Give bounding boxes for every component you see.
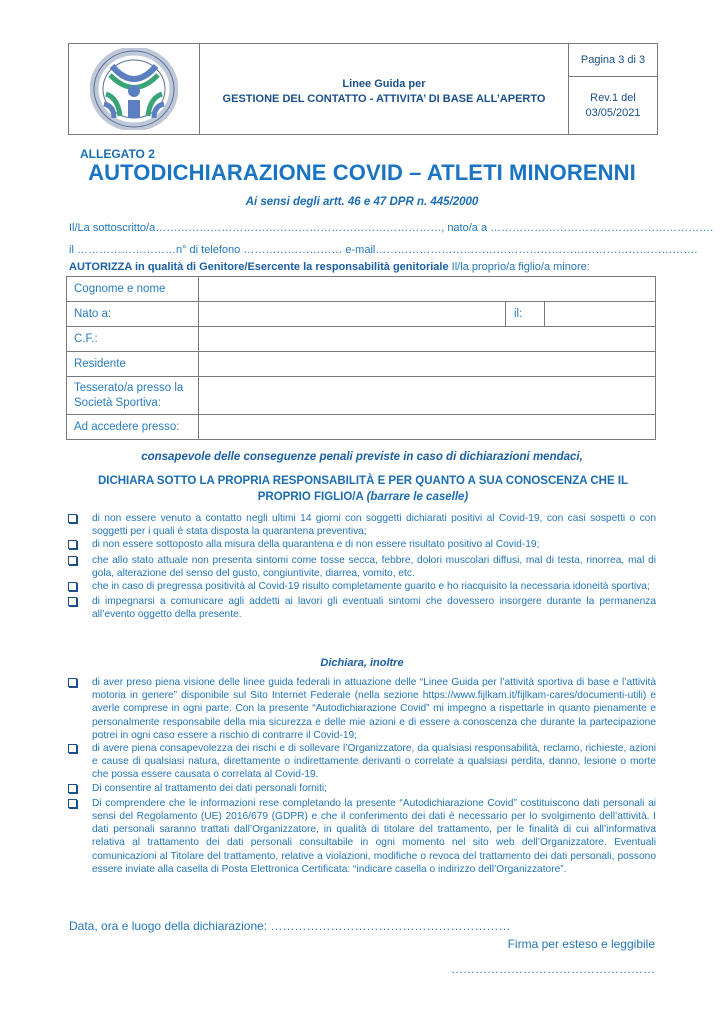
tax-code-field[interactable] [199,327,656,352]
revision-date: 03/05/2021 [585,106,641,119]
list-item [68,538,656,553]
authorization-bold: AUTORIZZA in qualità di Genitore/Esercente la responsabilità genitoriale [69,261,449,273]
checkbox-icon [68,597,77,606]
revision-info [569,77,657,134]
checkbox[interactable] [68,798,78,876]
fijlkam-logo-icon [90,48,178,130]
checkbox-icon [68,799,77,808]
further-declarations-heading: Dichiara, inoltre [320,657,404,669]
table-row [67,352,656,377]
header-title-line1: Linee Guida per [342,78,426,90]
table-row [67,302,656,327]
checkbox-icon [68,582,77,591]
authorization-rest: Il/la proprio/a figlio/a minore: [448,261,590,273]
checkbox[interactable] [68,539,78,553]
checkbox-icon [68,514,77,523]
declaration-heading [80,473,646,505]
declaration-text: Di consentire al trattamento dei dati personali forniti; [92,782,327,794]
table-row [67,277,656,302]
declaration-text: Di comprendere che le informazioni rese completando la presente “Autodichiarazione Covid” costituiscono dati personali ai sensi del Regolamento (UE) 2016/679 (GDPR) e che il conferimento dei dati è necessario per lo svolgimento dell’attività. I dati personali saranno trattati dall’Organizzatore, in qualità di titolare del trattamento, per le finalità di cui all’informativa relativa al trattamento dei dati personali consultabile in ogni momento nel sito web dell’Organizzatore. Eventuali comunicazioni al Titolare del trattamento, relative a violazioni, modifiche o revoca del trattamento dei dati personali, possono essere inviate alla casella di Posta Elettronica Certificata: “indicare casella o indirizzo dell’Organizzatore”. [92,797,656,875]
declarant-name-birthplace-field[interactable]: Il/La sottoscritto/a……………………………………………………………………, nato/a a ……………………………………………………. [69,222,714,234]
birthdate-field[interactable] [545,302,656,327]
declaration-text: di non essere sottoposto alla misura della quarantena e di non essere risultato positivo al Covid-19; [92,539,540,551]
birthdate-label: il: [506,302,545,327]
checkbox[interactable] [68,596,78,621]
further-declarations-list [68,676,656,876]
list-item [68,797,656,876]
list-item [68,512,656,538]
declaration-text: di non essere venuto a contatto negli ultimi 14 giorni con soggetti dichiarati positivi al Covid-19, con casi sospetti o con soggetti per i quali è stata disposta la quarantena preventiva; [92,513,656,538]
checkbox[interactable] [68,743,78,782]
row-label: Cognome e nome [67,277,199,302]
checkbox-icon [68,784,77,793]
checkbox[interactable] [68,555,78,580]
checkbox-icon [68,556,77,565]
sports-club-field[interactable] [199,377,656,415]
birthplace-field[interactable] [199,302,506,327]
declaration-text: di aver preso piena visione delle linee guida federali in attuazione delle “Linee Guida per l’attività sportiva di base e l’attività motoria in genere” disponibile sul Sito Internet Federale (nella sezione https://www.fijlkam.it/fijlkam-cares/documenti-utili) e averle comprese in ogni parte. Con la presente “Autodichiarazione Covid” mi impegno a rispettarle in quanto pienamente e personalmente responsabile della mia sicurezza e delle mie azioni e di essere a conoscenza che durante la partecipazione potrei in ogni caso essere a rischio di contrarre il Covid-19; [92,677,656,741]
checkbox[interactable] [68,513,78,538]
declaration-heading-hint: (barrare le caselle) [366,491,469,503]
row-label: Tesserato/a presso la Società Sportiva: [67,377,199,415]
declaration-text: che allo stato attuale non presenta sintomi come tosse secca, febbre, dolori muscolari diffusi, mal di testa, rinorrea, mal di gola, alterazione del senso del gusto, congiuntivite, diarrea, vomito, etc. [92,554,656,579]
table-row [67,327,656,352]
logo-cell [69,44,200,134]
page-number: Pagina 3 di 3 [569,44,657,77]
penal-awareness-statement: consapevole delle conseguenze penali previste in caso di dichiarazioni mendaci, [141,451,583,463]
header-meta [569,44,657,134]
declaration-heading-main: DICHIARA SOTTO LA PROPRIA RESPONSABILITÀ E PER QUANTO A SUA CONOSCENZA CHE IL PROPRIO FIGLIO/A [97,475,629,503]
revision-label: Rev.1 del [590,91,636,104]
checkbox-icon [68,744,77,753]
child-data-table [66,276,656,440]
list-item [68,580,656,595]
annex-label: ALLEGATO 2 [80,147,155,161]
date-place-field[interactable]: Data, ora e luogo della dichiarazione: …………………………………………………… [69,919,511,933]
list-item [68,595,656,621]
table-row [67,415,656,440]
declarations-list [68,512,656,622]
checkbox-icon [68,678,77,687]
checkbox[interactable] [68,677,78,742]
access-location-field[interactable] [199,415,656,440]
list-item [68,742,656,782]
header-title [200,44,569,134]
surname-name-field[interactable] [199,277,656,302]
checkbox[interactable] [68,783,78,797]
header-title-line2: GESTIONE DEL CONTATTO - ATTIVITA’ DI BASE ALL’APERTO [222,93,546,105]
residence-field[interactable] [199,352,656,377]
list-item [68,782,656,797]
checkbox[interactable] [68,581,78,595]
row-label: Ad accedere presso: [67,415,199,440]
legal-reference: Ai sensi degli artt. 46 e 47 DPR n. 445/2000 [245,196,479,208]
signature-label: Firma per esteso e leggibile [507,937,655,951]
authorization-statement [69,261,590,273]
declarant-date-phone-email-field[interactable]: il ………………………n° di telefono ……………………… e-mail……………………………………………………………………………. [69,244,698,256]
list-item [68,554,656,580]
row-label: C.F.: [67,327,199,352]
signature-field[interactable]: …………………………………………… [451,962,655,976]
checkbox-icon [68,540,77,549]
row-label: Nato a: [67,302,199,327]
table-row [67,377,656,415]
declaration-text: che in caso di pregressa positività al Covid-19 risulto completamente guarito e ho riacquisito la necessaria idoneità sportiva; [92,581,650,593]
row-label: Residente [67,352,199,377]
declaration-text: di avere piena consapevolezza dei rischi e di sollevare l’Organizzatore, da qualsiasi responsabilità, reclamo, richieste, azioni e cause di qualsiasi natura, direttamente o indirettamente derivanti o correlate a qualsiasi perdita, danno, lesione o morte che possa essere causata o correlata al Covid-19. [92,743,656,781]
document-header [68,43,658,135]
declaration-text: di impegnarsi a comunicare agli addetti ai lavori gli eventuali sintomi che dovessero insorgere durante la permanenza all’evento oggetto della presente. [92,596,656,621]
document-title: AUTODICHIARAZIONE COVID – ATLETI MINORENNI [88,160,636,185]
list-item [68,676,656,742]
